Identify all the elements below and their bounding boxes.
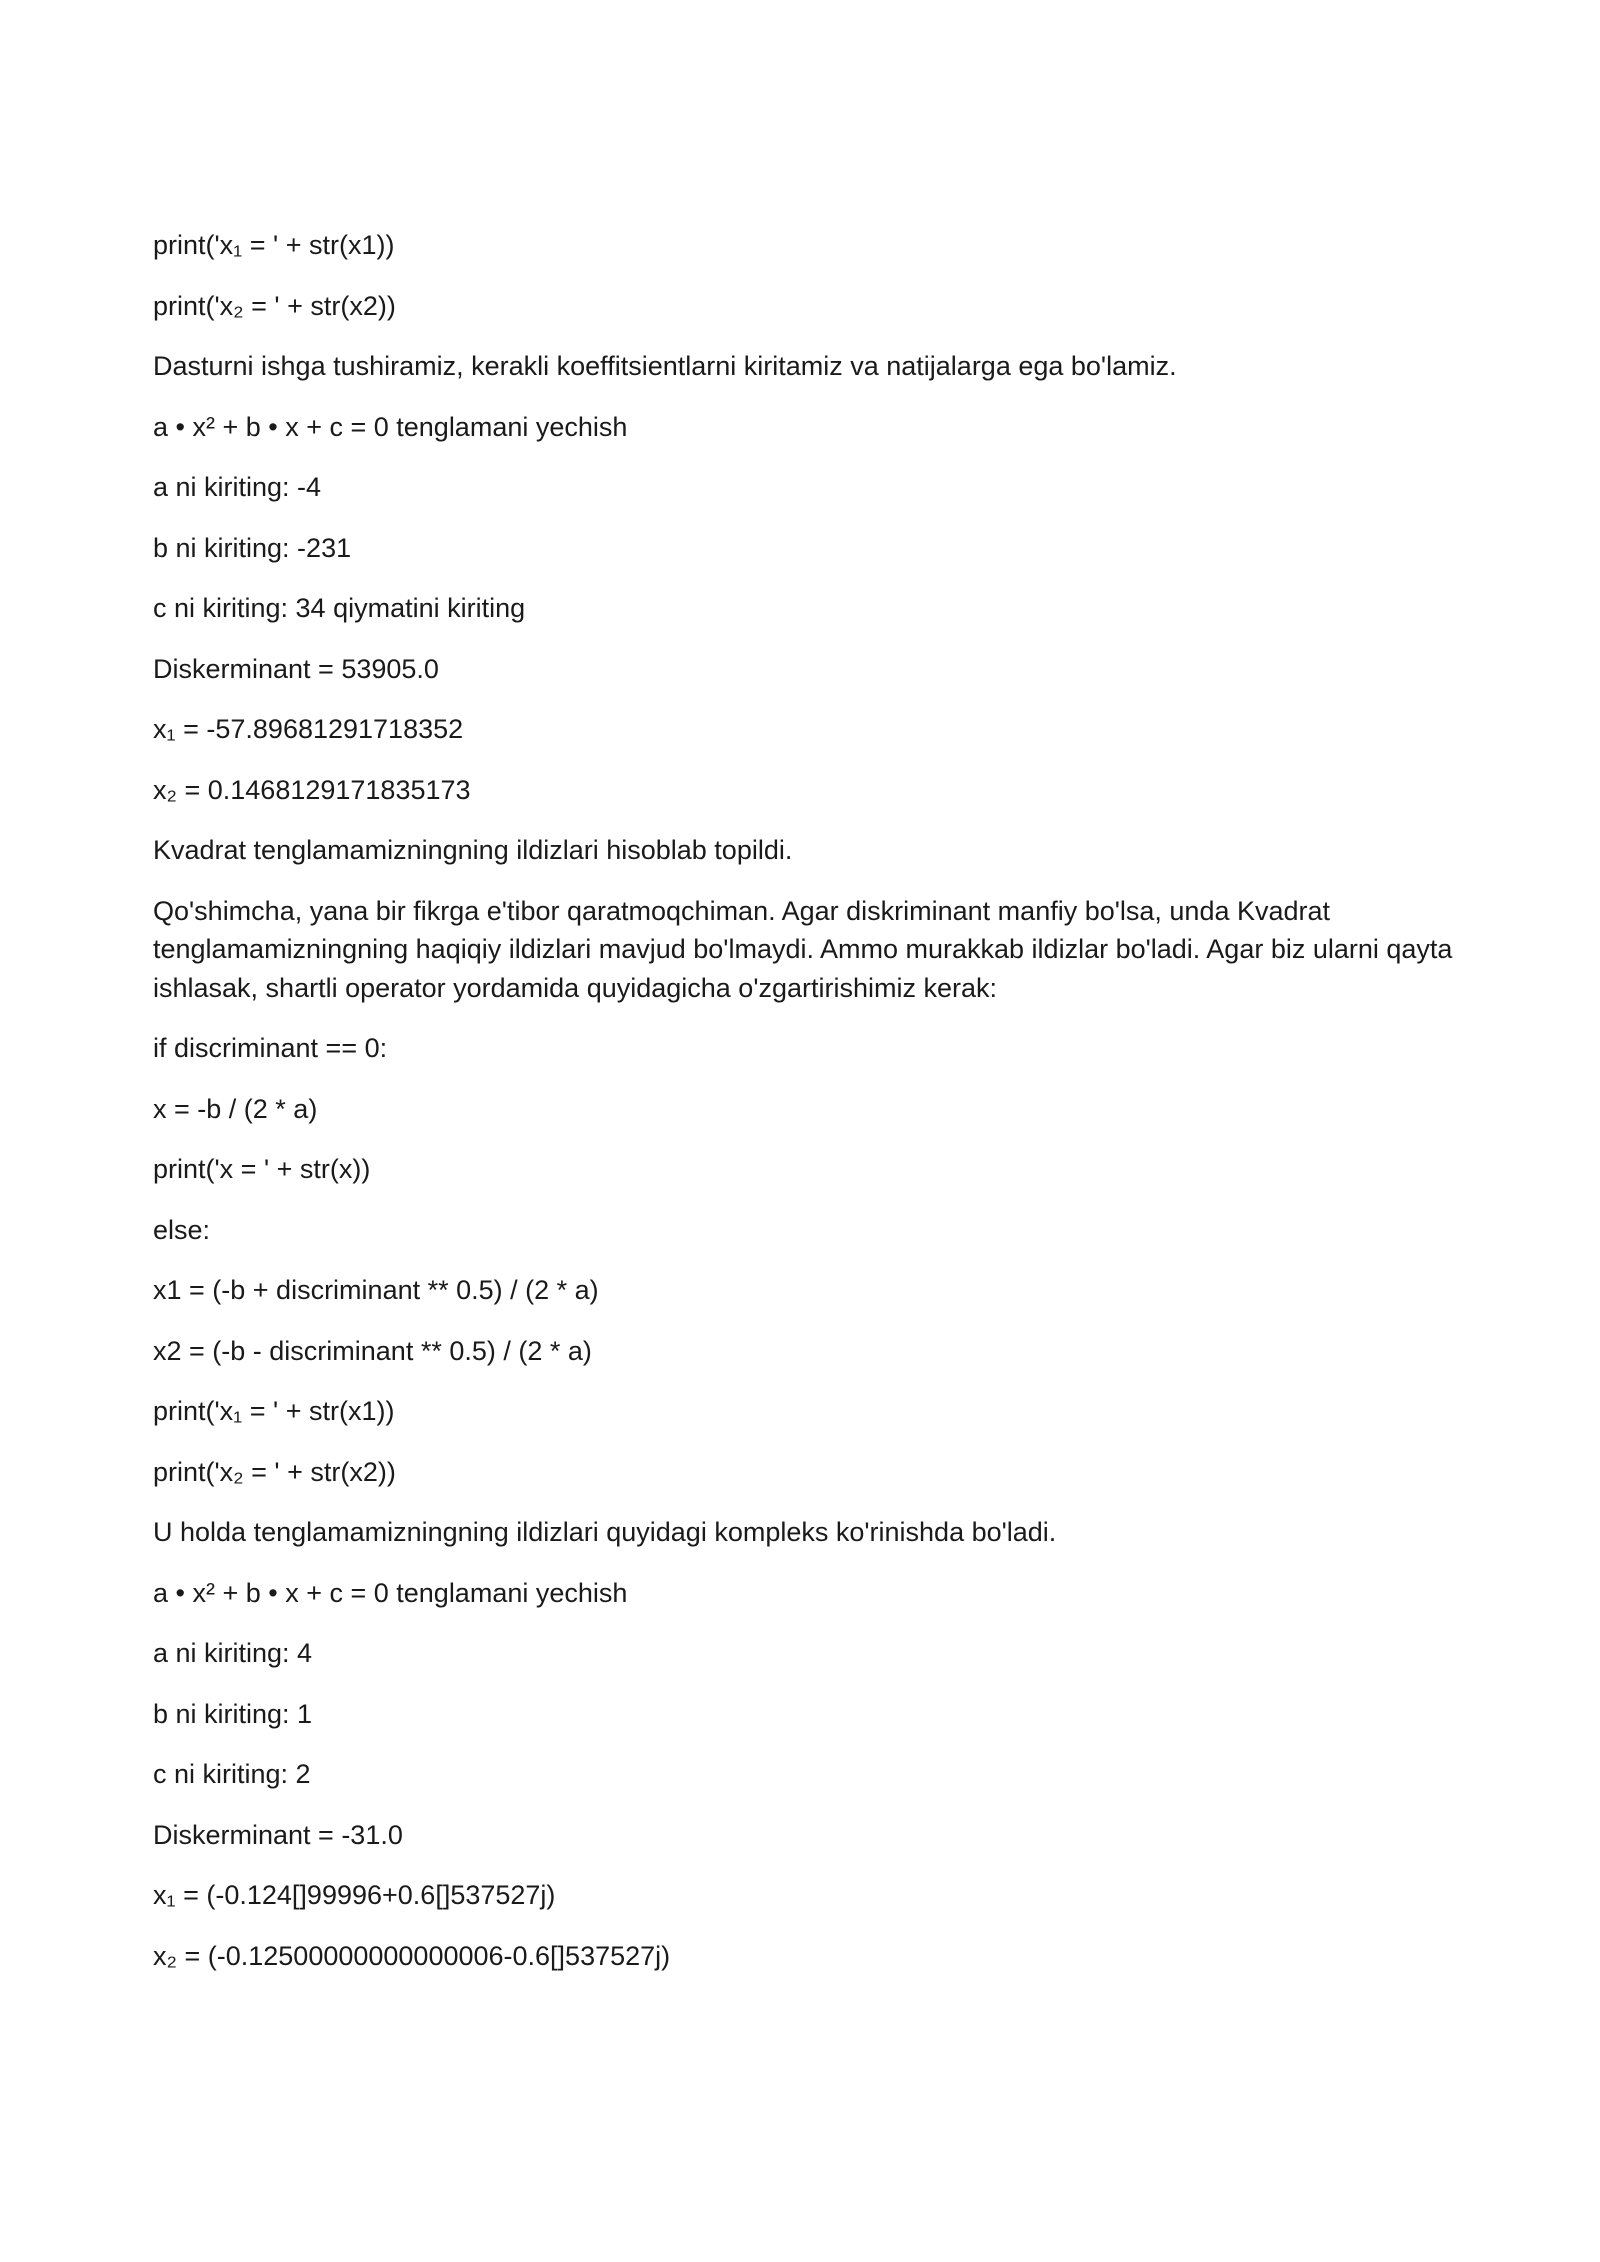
code-line: x = -b / (2 * a) xyxy=(153,1093,318,1124)
text-line: Dasturni ishga tushiramiz, kerakli koeffitsientlarni kiritamiz va natijalarga ega bo'lamiz. xyxy=(153,351,1177,381)
output-line: b ni kiriting: -231 xyxy=(153,532,352,563)
code-line: print('x₁ = ' + str(x1)) xyxy=(153,230,395,260)
text-line: Kvadrat tenglamamizningning ildizlari hisoblab topildi. xyxy=(153,835,793,865)
code-line: print('x = ' + str(x)) xyxy=(153,1154,371,1184)
code-line: x1 = (-b + discriminant ** 0.5) / (2 * a) xyxy=(153,1275,599,1305)
output-line: a • x² + b • x + c = 0 tenglamani yechish xyxy=(153,411,628,442)
code-line: print('x₁ = ' + str(x1)) xyxy=(153,1396,395,1426)
document-page xyxy=(153,226,1453,1997)
output-line: x₂ = 0.1468129171835173 xyxy=(153,774,471,805)
output-line: c ni kiriting: 2 xyxy=(153,1759,311,1789)
output-line: a • x² + b • x + c = 0 tenglamani yechish xyxy=(153,1577,628,1608)
code-line: print('x₂ = ' + str(x2)) xyxy=(153,1456,396,1487)
code-line: else: xyxy=(153,1214,211,1245)
code-line: x2 = (-b - discriminant ** 0.5) / (2 * a) xyxy=(153,1335,592,1366)
code-line: print('x₂ = ' + str(x2)) xyxy=(153,290,396,321)
output-line: Diskerminant = 53905.0 xyxy=(153,653,439,684)
output-line: a ni kiriting: -4 xyxy=(153,472,322,502)
output-line: x₁ = -57.89681291718352 xyxy=(153,714,464,744)
text-line: U holda tenglamamizningning ildizlari quyidagi kompleks ko'rinishda bo'ladi. xyxy=(153,1517,1057,1547)
output-line: b ni kiriting: 1 xyxy=(153,1698,313,1729)
output-line: x₂ = (-0.12500000000000006-0.6[]537527j) xyxy=(153,1940,671,1971)
output-line: a ni kiriting: 4 xyxy=(153,1638,313,1668)
explanation-paragraph: Qo'shimcha, yana bir fikrga e'tibor qaratmoqchiman. Agar diskriminant manfiy bo'lsa, unda Kvadrat tenglamamizningning haqiqiy ildizlari mavjud bo'lmaydi. Ammo murakkab ildizlar bo'ladi. Agar biz ularni qayta ishlasak, shartli operator yordamida quyidagicha o'zgartirishimiz kerak: xyxy=(153,895,1453,1003)
code-line: if discriminant == 0: xyxy=(153,1033,388,1063)
output-line: x₁ = (-0.124[]99996+0.6[]537527j) xyxy=(153,1880,556,1910)
output-line: c ni kiriting: 34 qiymatini kiriting xyxy=(153,593,526,623)
output-line: Diskerminant = -31.0 xyxy=(153,1819,403,1850)
